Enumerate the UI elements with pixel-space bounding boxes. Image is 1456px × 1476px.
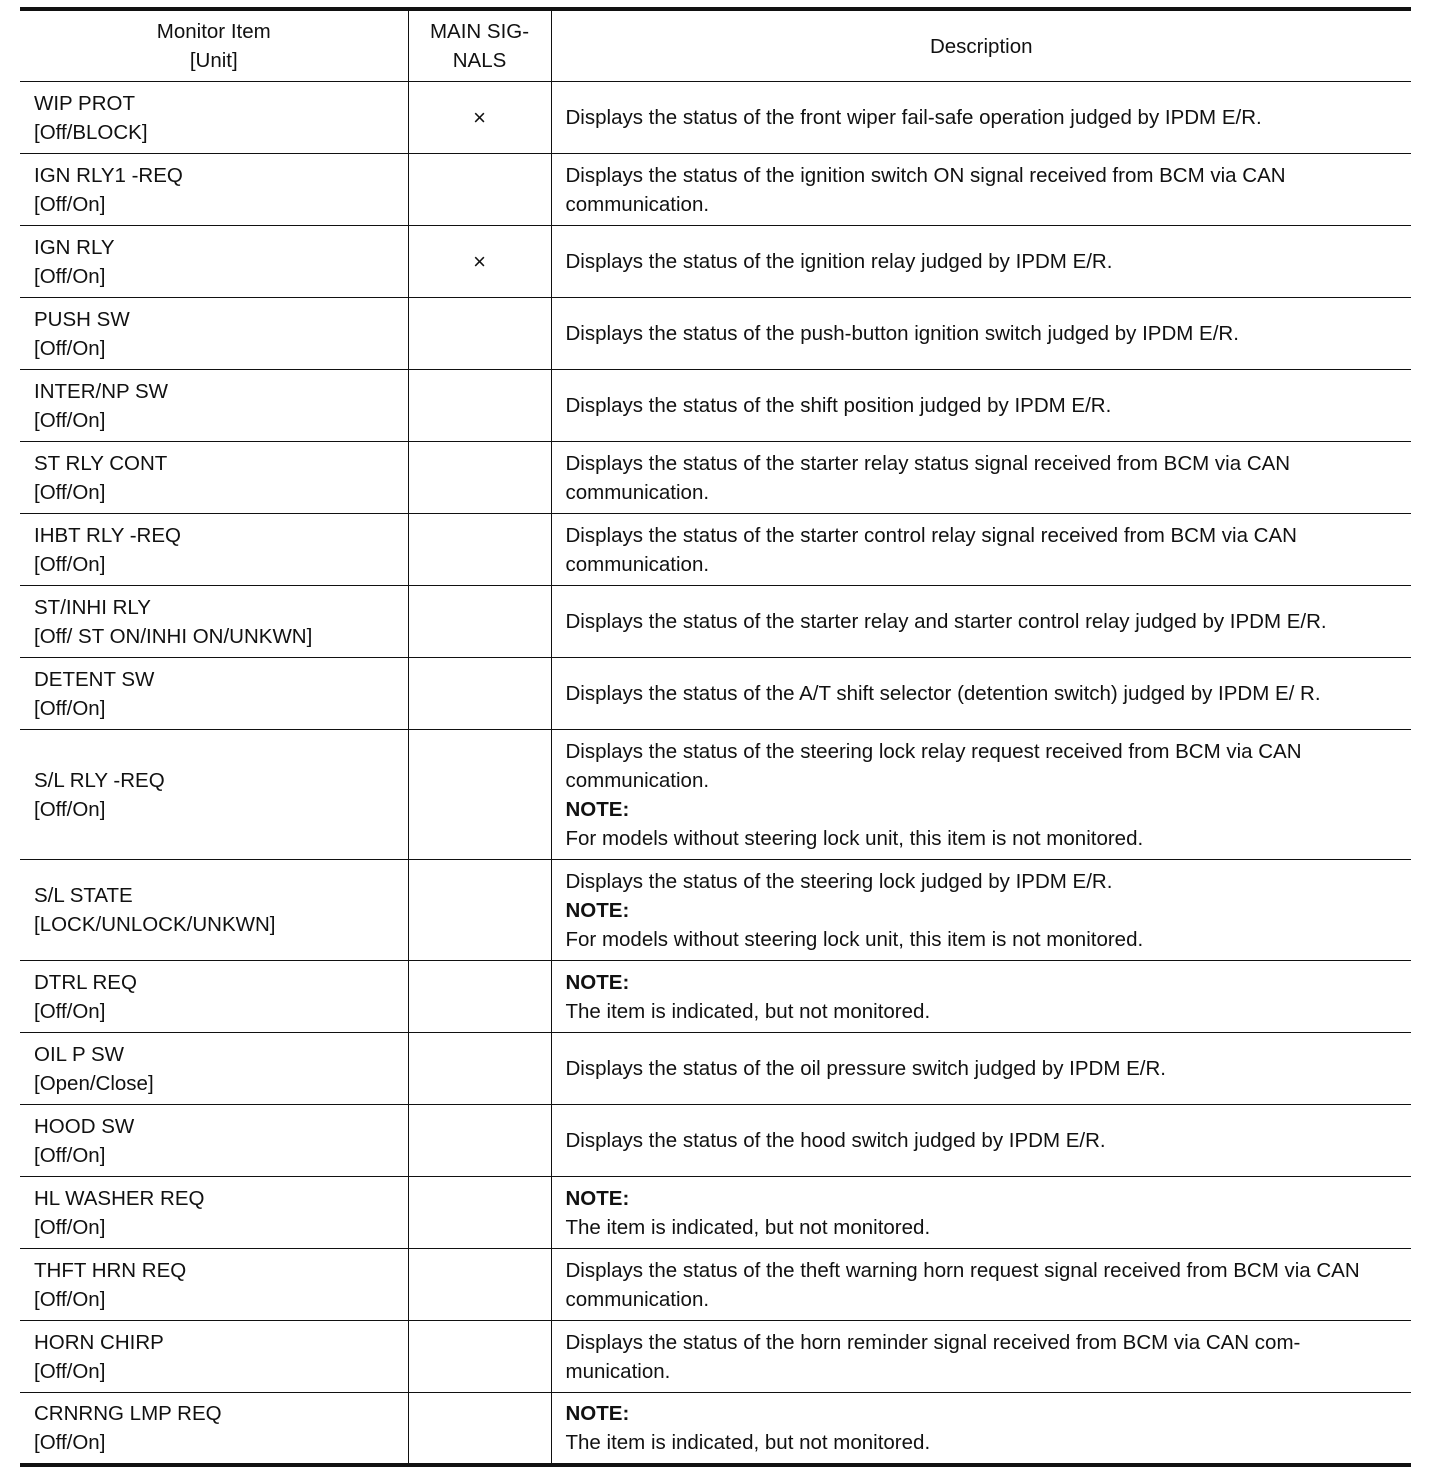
monitor-item-unit: [Off/On] [34,408,106,432]
description-text: Displays the status of the theft warning horn request signal received from BCM via CAN communication. [565,1258,1360,1311]
description-cell [551,442,1411,514]
description-text: Displays the status of the ignition relay judged by IPDM E/R. [565,250,1113,273]
monitor-item-cell [20,1249,408,1321]
main-signal-cell [408,1249,551,1321]
description-text: Displays the status of the push-button ignition switch judged by IPDM E/R. [565,322,1239,345]
description-cell [551,1033,1411,1105]
monitor-item-cell [20,1177,408,1249]
description-cell [551,586,1411,658]
header-main-signals: MAIN SIG- NALS [408,9,551,82]
monitor-item-name: HORN CHIRP [34,1330,164,1354]
header-monitor-item: Monitor Item [Unit] [20,9,408,82]
monitor-item-unit: [Open/Close] [34,1071,154,1095]
monitor-item-name: ST/INHI RLY [34,595,151,619]
monitor-item-name: PUSH SW [34,307,130,331]
monitor-item-name: OIL P SW [34,1042,124,1066]
monitor-item-unit: [Off/On] [34,264,106,288]
monitor-item-name: THFT HRN REQ [34,1258,187,1282]
monitor-item-name: IHBT RLY -REQ [34,523,181,547]
table-row [20,1393,1411,1465]
description-text: Displays the status of the shift position judged by IPDM E/R. [565,394,1112,417]
table-row [20,1177,1411,1249]
description-cell [551,1105,1411,1177]
monitor-item-unit: [Off/On] [34,1215,106,1239]
monitor-item-name: HOOD SW [34,1114,135,1138]
main-signal-cell [408,298,551,370]
table-row [20,442,1411,514]
main-signal-cell [408,514,551,586]
main-signal-cell [408,730,551,860]
description-cell [551,1177,1411,1249]
description-cell [551,298,1411,370]
description-cell [551,82,1411,154]
table-row [20,961,1411,1033]
table-row [20,730,1411,860]
description-text: Displays the status of the horn reminder signal received from BCM via CAN com-munication. [565,1330,1301,1383]
description-text: Displays the status of the ignition switch ON signal received from BCM via CAN communication. [565,163,1286,216]
note-text: For models without steering lock unit, this item is not monitored. [565,927,1144,951]
monitor-item-unit: [Off/On] [34,1430,106,1454]
main-signal-cell [408,658,551,730]
description-cell [551,154,1411,226]
monitor-item-unit: [Off/On] [34,552,106,576]
monitor-item-cell [20,226,408,298]
monitor-item-cell [20,658,408,730]
monitor-item-name: IGN RLY1 -REQ [34,163,183,187]
description-text: Displays the status of the A/T shift selector (detention switch) judged by IPDM E/ R. [565,682,1321,705]
monitor-item-cell [20,860,408,961]
monitor-item-unit: [Off/On] [34,999,106,1023]
table-row [20,370,1411,442]
note-label: NOTE: [565,970,630,994]
description-text: Displays the status of the starter relay status signal received from BCM via CAN communication. [565,451,1291,504]
main-signal-cell [408,1105,551,1177]
monitor-item-name: IGN RLY [34,235,115,259]
monitor-item-unit: [LOCK/UNLOCK/UNKWN] [34,913,276,936]
table-row [20,860,1411,961]
table-row [20,658,1411,730]
monitor-item-name: HL WASHER REQ [34,1186,205,1210]
description-cell [551,514,1411,586]
monitor-item-name: S/L STATE [34,884,133,907]
main-signal-cell [408,586,551,658]
main-signal-cell [408,1393,551,1465]
note-text: The item is indicated, but not monitored. [565,999,931,1023]
main-signal-cell [408,860,551,961]
monitor-item-cell [20,298,408,370]
monitor-item-name: S/L RLY -REQ [34,768,165,792]
monitor-item-cell [20,961,408,1033]
description-text: Displays the status of the front wiper fail-safe operation judged by IPDM E/R. [565,106,1262,129]
monitor-item-cell [20,730,408,860]
monitor-item-cell [20,1393,408,1465]
note-label: NOTE: [565,1401,630,1425]
table-row [20,1249,1411,1321]
description-cell [551,658,1411,730]
monitor-item-unit: [Off/On] [34,696,106,720]
table-body [20,82,1411,1465]
table-row [20,82,1411,154]
monitor-item-name: ST RLY CONT [34,451,168,475]
monitor-item-cell [20,154,408,226]
table-row [20,298,1411,370]
main-signal-cell [408,1321,551,1393]
monitor-item-cell [20,586,408,658]
description-text: Displays the status of the starter relay and starter control relay judged by IPDM E/R. [565,610,1327,633]
description-text: Displays the status of the oil pressure switch judged by IPDM E/R. [565,1057,1166,1080]
main-signal-cell [408,154,551,226]
note-label: NOTE: [565,797,630,821]
monitor-item-table [20,7,1411,1467]
monitor-item-name: DTRL REQ [34,970,137,994]
table-row [20,154,1411,226]
description-text: Displays the status of the hood switch judged by IPDM E/R. [565,1129,1106,1152]
monitor-item-name: WIP PROT [34,91,135,115]
main-signal-cell: × [408,82,551,154]
monitor-item-unit: [Off/BLOCK] [34,120,148,144]
monitor-item-name: DETENT SW [34,667,155,691]
table-header-row [20,9,1411,82]
table-row [20,226,1411,298]
monitor-item-unit: [Off/On] [34,1287,106,1311]
description-cell [551,961,1411,1033]
monitor-item-cell [20,442,408,514]
monitor-item-unit: [Off/On] [34,192,106,216]
monitor-item-name: INTER/NP SW [34,379,169,403]
monitor-item-cell [20,1321,408,1393]
description-cell [551,1321,1411,1393]
note-label: NOTE: [565,1186,630,1210]
note-text: The item is indicated, but not monitored. [565,1430,931,1454]
main-signal-cell [408,961,551,1033]
description-cell [551,370,1411,442]
main-signal-cell [408,1177,551,1249]
main-signal-cell [408,1033,551,1105]
note-text: The item is indicated, but not monitored. [565,1215,931,1239]
note-label: NOTE: [565,898,630,922]
monitor-item-unit: [Off/On] [34,1359,106,1383]
description-text: Displays the status of the steering lock relay request received from BCM via CAN communication. [565,739,1302,792]
monitor-item-cell [20,1033,408,1105]
table-row [20,1033,1411,1105]
main-signal-cell [408,442,551,514]
monitor-item-cell [20,370,408,442]
table-row [20,514,1411,586]
note-text: For models without steering lock unit, this item is not monitored. [565,826,1144,850]
header-description: Description [551,9,1411,82]
table-row [20,1321,1411,1393]
table-row [20,1105,1411,1177]
monitor-item-unit: [Off/On] [34,336,106,360]
monitor-item-unit: [Off/On] [34,797,106,821]
description-cell [551,860,1411,961]
monitor-item-cell [20,514,408,586]
description-cell [551,1249,1411,1321]
main-signal-cell: × [408,226,551,298]
monitor-item-unit: [Off/On] [34,480,106,504]
monitor-item-cell [20,1105,408,1177]
monitor-item-unit: [Off/ ST ON/INHI ON/UNKWN] [34,624,313,648]
description-text: Displays the status of the starter control relay signal received from BCM via CAN communication. [565,523,1297,576]
table-row [20,586,1411,658]
description-text: Displays the status of the steering lock judged by IPDM E/R. [565,869,1113,893]
description-cell [551,730,1411,860]
monitor-item-cell [20,82,408,154]
monitor-item-unit: [Off/On] [34,1143,106,1167]
description-cell [551,226,1411,298]
main-signal-cell [408,370,551,442]
description-cell [551,1393,1411,1465]
monitor-item-name: CRNRNG LMP REQ [34,1401,222,1425]
